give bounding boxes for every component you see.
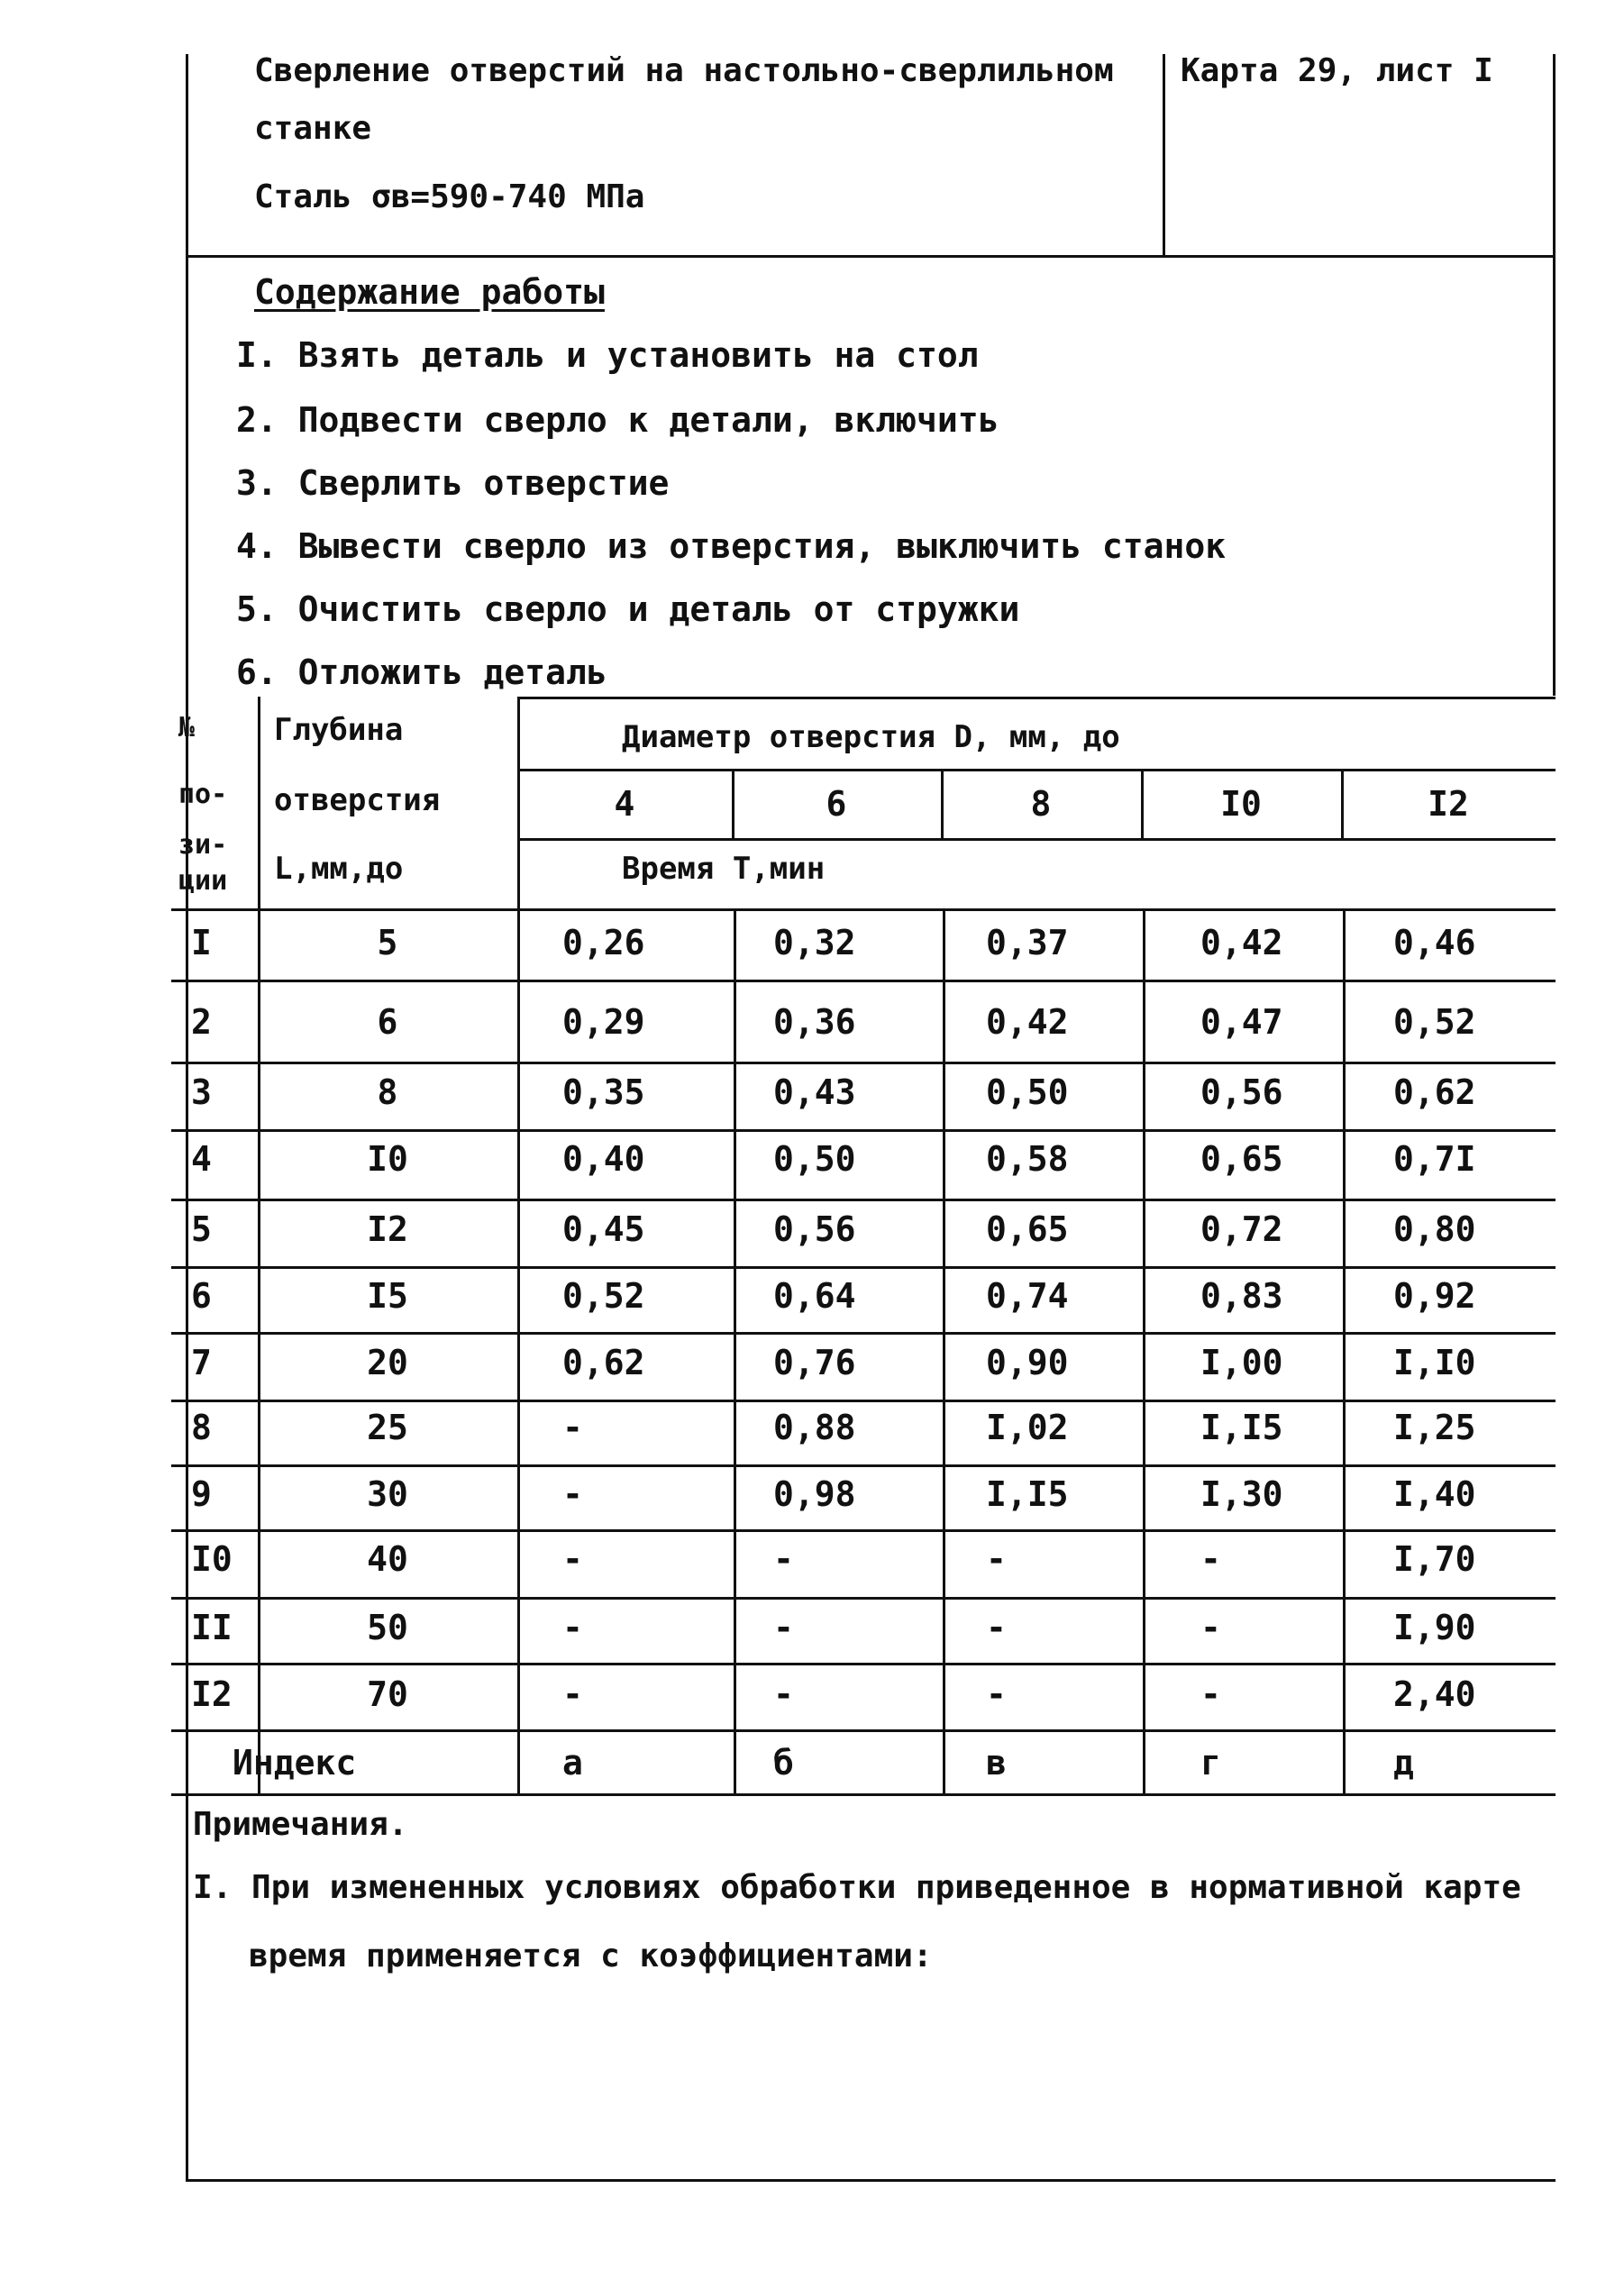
row-position: 8 (191, 1408, 212, 1447)
row-time-value: - (562, 1474, 583, 1514)
row-time-value: 0,56 (1200, 1072, 1283, 1112)
row-depth: 6 (377, 1002, 398, 1042)
row-time-value: - (1200, 1539, 1221, 1579)
table-top-rule (517, 697, 1556, 699)
index-e: д (1393, 1743, 1414, 1783)
step-4: 4. Вывести сверло из отверстия, выключить станок (236, 526, 1227, 566)
row-time-value: 0,37 (986, 923, 1069, 962)
header-bottom-rule (186, 255, 1556, 258)
row-time-value: 0,42 (1200, 923, 1283, 962)
row-time-value: - (773, 1608, 794, 1647)
index-c: в (986, 1743, 1007, 1783)
row-time-value: 2,40 (1393, 1674, 1476, 1714)
row-position: 5 (191, 1209, 212, 1249)
row-time-value: 0,50 (986, 1072, 1069, 1112)
diameter-4: 4 (614, 784, 635, 824)
page-bottom-rule (186, 2179, 1556, 2182)
row-time-value: - (562, 1674, 583, 1714)
diameter-8: 8 (1030, 784, 1052, 824)
title-line1: Сверление отверстий на настольно-сверлильном (254, 52, 1114, 89)
step-5: 5. Очистить сверло и деталь от стружки (236, 589, 1020, 629)
row-time-value: - (986, 1539, 1007, 1579)
row-depth: 30 (367, 1474, 408, 1514)
row-position: 4 (191, 1139, 212, 1179)
index-d: г (1200, 1743, 1221, 1783)
row-time-value: 0,52 (562, 1276, 645, 1316)
row-depth: I2 (367, 1209, 408, 1249)
row-time-value: I,I5 (986, 1474, 1069, 1514)
row-time-value: I,00 (1200, 1343, 1283, 1382)
row-position: I (191, 923, 212, 962)
row-time-value: I,02 (986, 1408, 1069, 1447)
row-time-value: - (1200, 1674, 1221, 1714)
content-heading: Содержание работы (254, 272, 605, 312)
row-depth: I0 (367, 1139, 408, 1179)
row-depth: 8 (377, 1072, 398, 1112)
row-depth: 25 (367, 1408, 408, 1447)
row-rule-7 (171, 1400, 1556, 1402)
pos-header-2: по- (178, 779, 228, 810)
row-time-value: I,I0 (1393, 1343, 1476, 1382)
row-time-value: 0,56 (773, 1209, 856, 1249)
row-time-value: 0,45 (562, 1209, 645, 1249)
row-time-value: 0,50 (773, 1139, 856, 1179)
index-b: б (773, 1743, 794, 1783)
row-time-value: - (562, 1408, 583, 1447)
row-time-value: I,25 (1393, 1408, 1476, 1447)
row-rule-4 (171, 1199, 1556, 1201)
row-time-value: - (773, 1539, 794, 1579)
row-time-value: I,90 (1393, 1608, 1476, 1647)
row-depth: I5 (367, 1276, 408, 1316)
table-header-bottom-rule (171, 908, 1556, 911)
diameter-10: I0 (1220, 784, 1262, 824)
row-time-value: 0,80 (1393, 1209, 1476, 1249)
row-position: 2 (191, 1002, 212, 1042)
pos-header-3: зи- (178, 829, 228, 861)
right-border-top (1553, 54, 1556, 696)
row-time-value: 0,32 (773, 923, 856, 962)
diameter-12: I2 (1428, 784, 1469, 824)
depth-header-3: L,мм,до (274, 851, 404, 887)
diameter-6: 6 (826, 784, 847, 824)
notes-line-2: время применяется с коэффициентами: (249, 1938, 933, 1975)
row-time-value: 0,7I (1393, 1139, 1476, 1179)
row-time-value: 0,52 (1393, 1002, 1476, 1042)
row-time-value: 0,46 (1393, 923, 1476, 962)
left-border (186, 54, 188, 2181)
row-time-value: I,30 (1200, 1474, 1283, 1514)
row-time-value: - (986, 1674, 1007, 1714)
step-6: 6. Отложить деталь (236, 652, 607, 692)
row-time-value: 0,62 (562, 1343, 645, 1382)
row-time-value: 0,42 (986, 1002, 1069, 1042)
row-rule-2 (171, 1062, 1556, 1064)
row-time-value: 0,58 (986, 1139, 1069, 1179)
index-a: а (562, 1743, 583, 1783)
row-position: 9 (191, 1474, 212, 1514)
row-time-value: 0,26 (562, 923, 645, 962)
pos-header-4: ции (178, 865, 228, 897)
row-time-value: 0,65 (986, 1209, 1069, 1249)
row-rule-1 (171, 980, 1556, 982)
row-time-value: 0,36 (773, 1002, 856, 1042)
row-rule-3 (171, 1129, 1556, 1132)
diameter-header-rule (517, 769, 1556, 771)
card-divider (1163, 54, 1165, 257)
row-position: 7 (191, 1343, 212, 1382)
depth-header-1: Глубина (274, 712, 404, 748)
row-time-value: 0,64 (773, 1276, 856, 1316)
row-depth: 70 (367, 1674, 408, 1714)
col-depth-divider (517, 697, 520, 1796)
row-time-value: - (562, 1608, 583, 1647)
row-rule-10 (171, 1597, 1556, 1600)
row-position: II (191, 1608, 233, 1647)
step-2: 2. Подвести сверло к детали, включить (236, 400, 999, 440)
diameter-values-rule (517, 838, 1556, 841)
diameter-header: Диаметр отверстия D, мм, до (622, 719, 1120, 755)
row-time-value: 0,88 (773, 1408, 856, 1447)
row-time-value: - (773, 1674, 794, 1714)
row-time-value: 0,40 (562, 1139, 645, 1179)
row-time-value: 0,74 (986, 1276, 1069, 1316)
row-time-value: I,70 (1393, 1539, 1476, 1579)
row-position: 3 (191, 1072, 212, 1112)
row-position: 6 (191, 1276, 212, 1316)
row-time-value: 0,83 (1200, 1276, 1283, 1316)
pos-header-1: № (178, 712, 196, 743)
row-time-value: 0,76 (773, 1343, 856, 1382)
step-3: 3. Сверлить отверстие (236, 463, 670, 503)
row-time-value: - (1200, 1608, 1221, 1647)
depth-header-2: отверстия (274, 782, 441, 818)
notes-heading: Примечания. (193, 1806, 408, 1843)
index-label: Индекс (233, 1743, 357, 1783)
row-time-value: 0,72 (1200, 1209, 1283, 1249)
row-time-value: 0,47 (1200, 1002, 1283, 1042)
title-line2: станке (254, 110, 372, 147)
row-time-value: 0,29 (562, 1002, 645, 1042)
row-position: I2 (191, 1674, 233, 1714)
row-time-value: - (986, 1608, 1007, 1647)
row-rule-6 (171, 1332, 1556, 1335)
row-rule-5 (171, 1266, 1556, 1269)
step-1: I. Взять деталь и установить на стол (236, 335, 979, 375)
notes-line-1: I. При измененных условиях обработки приведенное в нормативной карте (193, 1869, 1521, 1906)
row-time-value: 0,90 (986, 1343, 1069, 1382)
row-rule-12 (171, 1729, 1556, 1732)
row-time-value: - (562, 1539, 583, 1579)
row-time-value: I,40 (1393, 1474, 1476, 1514)
row-rule-11 (171, 1663, 1556, 1665)
time-header: Время T,мин (622, 851, 826, 887)
row-depth: 20 (367, 1343, 408, 1382)
row-position: I0 (191, 1539, 233, 1579)
row-rule-8 (171, 1464, 1556, 1467)
row-depth: 40 (367, 1539, 408, 1579)
row-time-value: 0,35 (562, 1072, 645, 1112)
material-spec: Сталь σв=590-740 МПа (254, 178, 645, 215)
row-time-value: 0,62 (1393, 1072, 1476, 1112)
row-depth: 50 (367, 1608, 408, 1647)
row-time-value: 0,43 (773, 1072, 856, 1112)
row-rule-9 (171, 1529, 1556, 1532)
row-time-value: 0,92 (1393, 1276, 1476, 1316)
table-bottom-rule (171, 1793, 1556, 1796)
card-number: Карта 29, лист I (1181, 52, 1493, 89)
row-depth: 5 (377, 923, 398, 962)
row-time-value: 0,98 (773, 1474, 856, 1514)
row-time-value: I,I5 (1200, 1408, 1283, 1447)
row-time-value: 0,65 (1200, 1139, 1283, 1179)
